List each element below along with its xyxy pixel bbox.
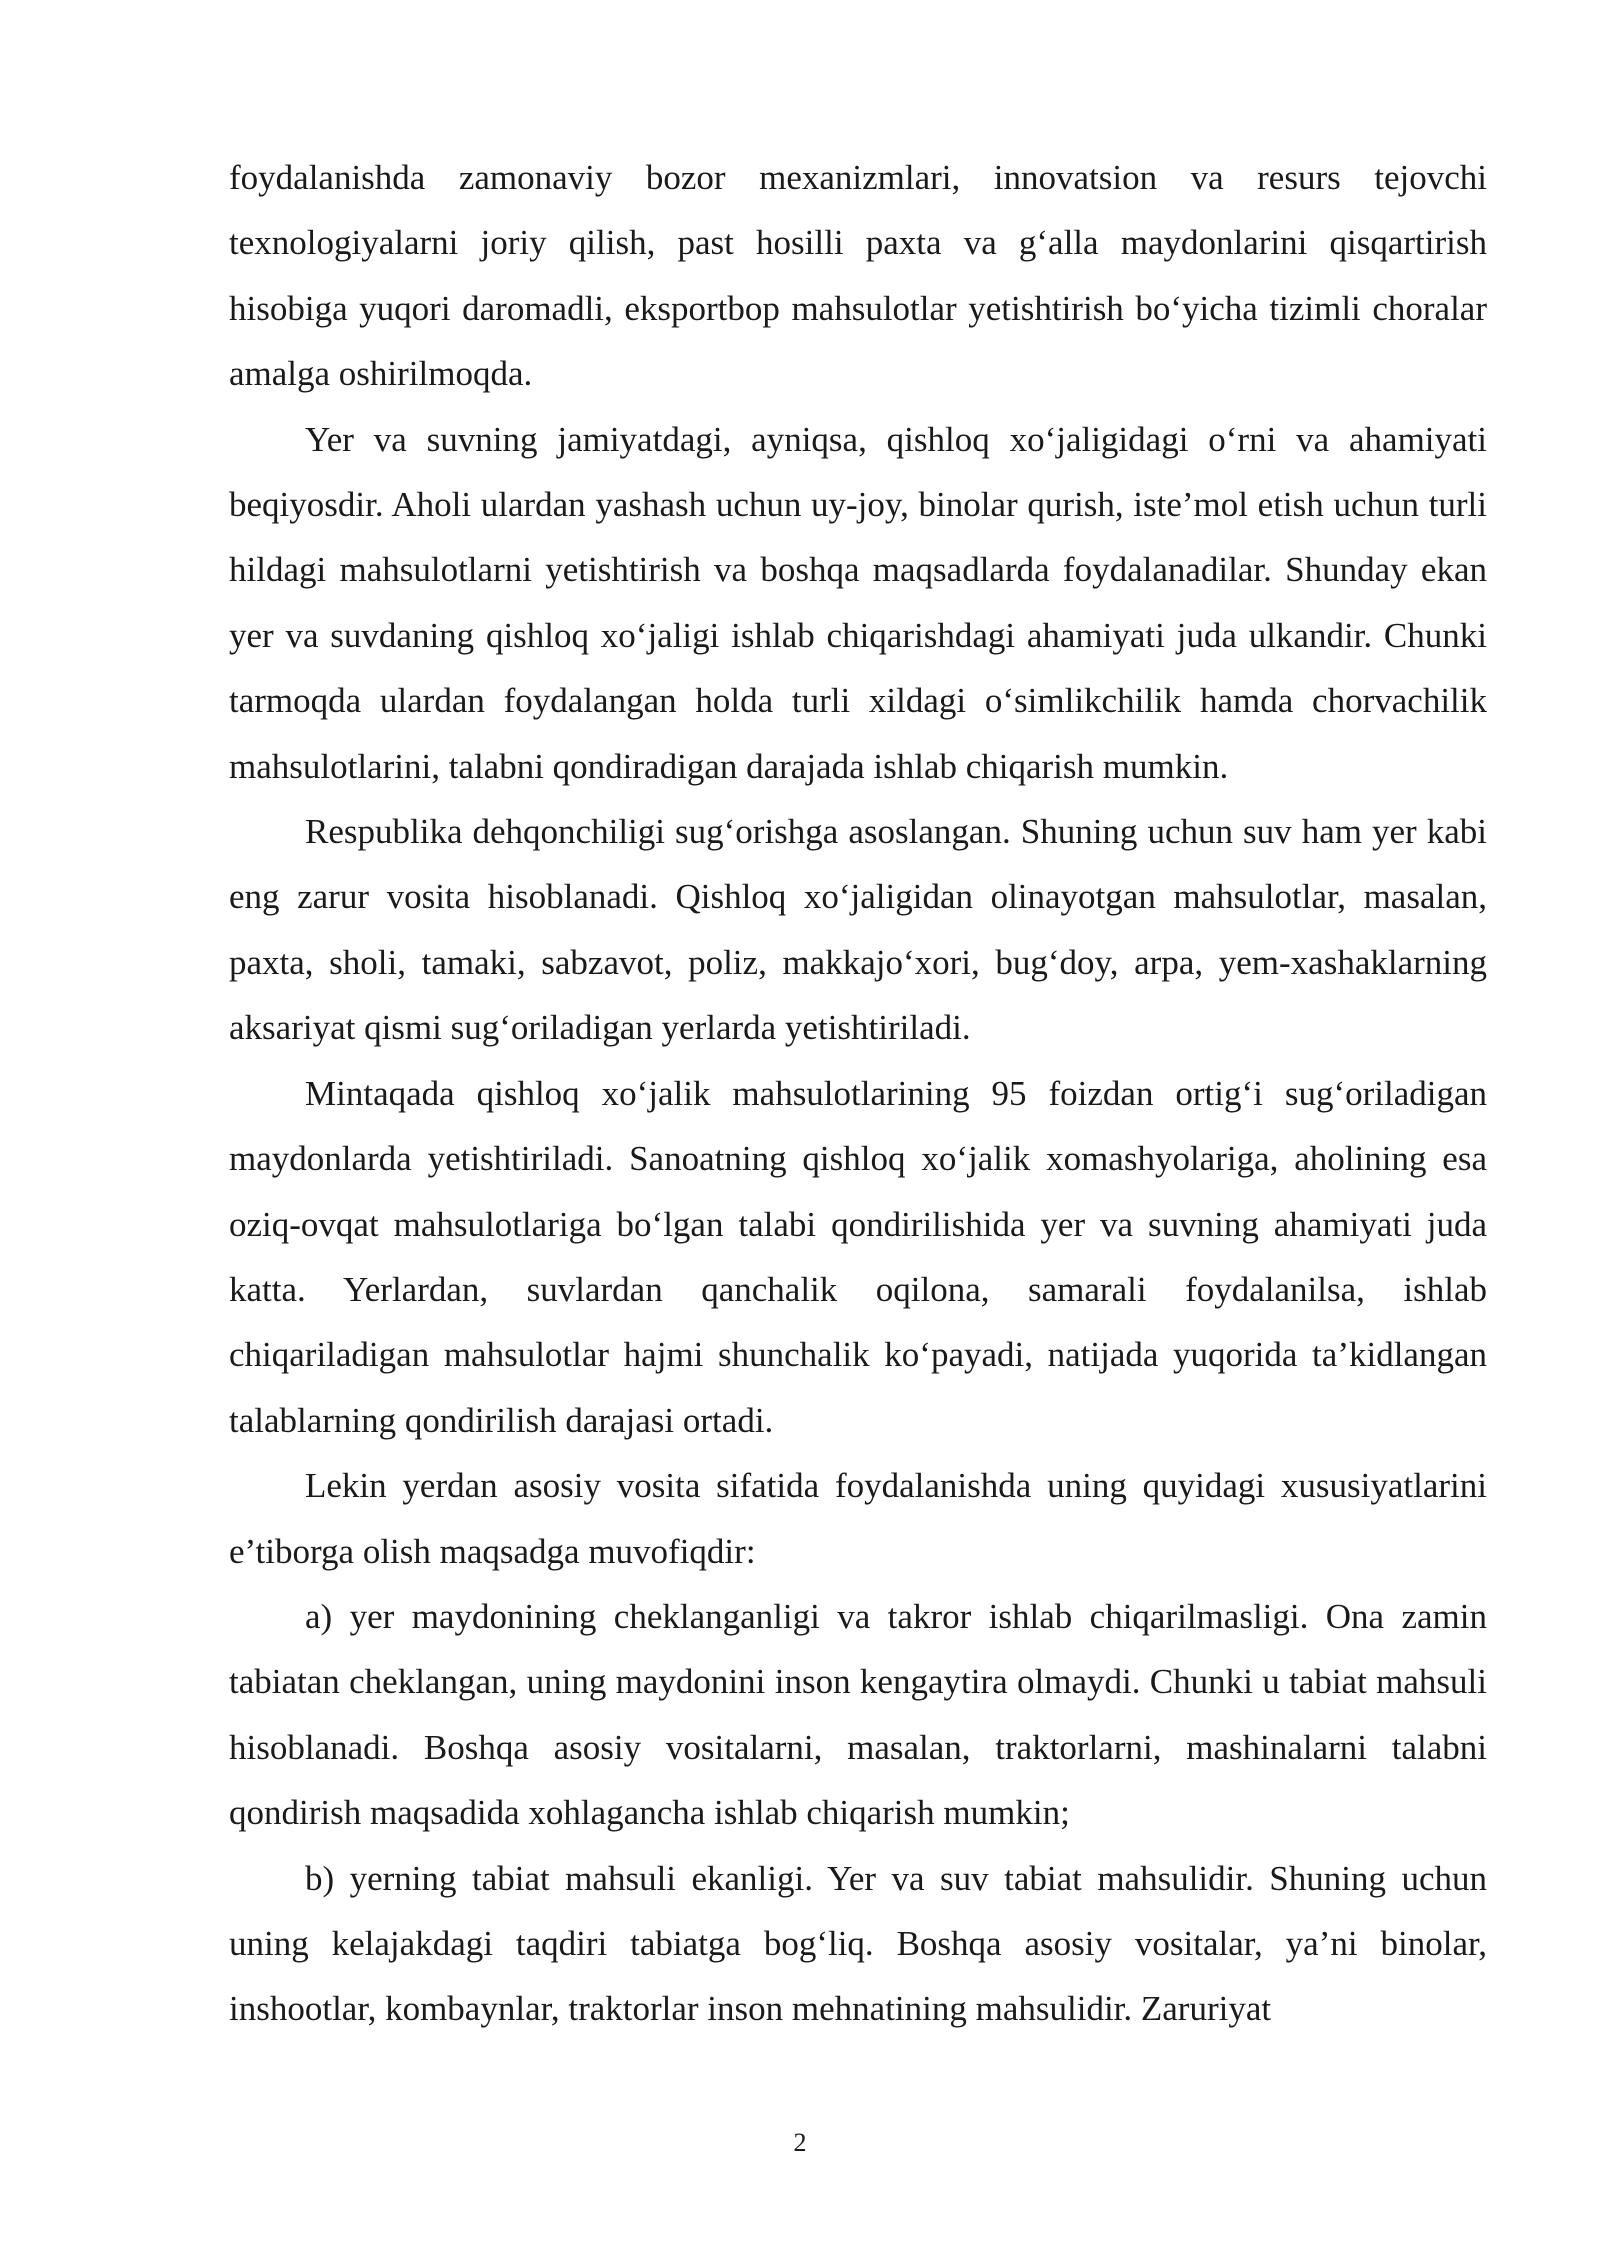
page-number: 2 xyxy=(793,2128,807,2157)
paragraph-7-list-item-b: b) yerning tabiat mahsuli ekanligi. Yer va suv tabiat mahsulidir. Shuning uchun uning kelajakdagi taqdiri tabiatga bog‘liq. Boshqa asosiy vositalar, ya’ni binolar, inshootlar, kombaynlar, traktorlar inson mehnatining mahsulidir. Zaruriyat xyxy=(229,1858,1487,2029)
paragraph-2: Yer va suvning jamiyatdagi, ayniqsa, qishloq xo‘jaligidagi o‘rni va ahamiyati beqiyosdir. Aholi ulardan yashash uchun uy-joy, binolar qurish, iste’mol etish uchun turli hildagi mahsulotlarni yetishtirish va boshqa maqsadlarda foydalanadilar. Shunday ekan yer va suvdaning qishloq xo‘jaligi ishlab chiqarishdagi ahamiyati juda ulkandir. Chunki tarmoqda ulardan foydalangan holda turli xildagi o‘simlikchilik hamda chorvachilik mahsulotlarini, talabni qondiradigan darajada ishlab chiqarish mumkin. xyxy=(229,419,1487,786)
paragraph-4: Mintaqada qishloq xo‘jalik mahsulotlarining 95 foizdan ortig‘i sug‘oriladigan maydonlarda yetishtiriladi. Sanoatning qishloq xo‘jalik xomashyolariga, aholining esa oziq-ovqat mahsulotlariga bo‘lgan talabi qondirilishida yer va suvning ahamiyati juda katta. Yerlardan, suvlardan qanchalik oqilona, samarali foydalanilsa, ishlab chiqariladigan mahsulotlar hajmi shunchalik ko‘payadi, natijada yuqorida ta’kidlangan talablarning qondirilish darajasi ortadi. xyxy=(229,1073,1487,1440)
paragraph-1: foydalanishda zamonaviy bozor mexanizmlari, innovatsion va resurs tejovchi texnologiyalarni joriy qilish, past hosilli paxta va g‘alla maydonlarini qisqartirish hisobiga yuqori daromadli, eksportbop mahsulotlar yetishtirish bo‘yicha tizimli choralar amalga oshirilmoqda. xyxy=(229,158,1487,394)
body-text xyxy=(229,145,1487,2042)
paragraph-6-list-item-a: a) yer maydonining cheklanganligi va takror ishlab chiqarilmasligi. Ona zamin tabiatan cheklangan, uning maydonini inson kengaytira olmaydi. Chunki u tabiat mahsuli hisoblanadi. Boshqa asosiy vositalarni, masalan, traktorlarni, mashinalarni talabni qondirish maqsadida xohlagancha ishlab chiqarish mumkin; xyxy=(229,1596,1487,1833)
paragraph-5: Lekin yerdan asosiy vosita sifatida foydalanishda uning quyidagi xususiyatlarini e’tiborga olish maqsadga muvofiqdir: xyxy=(229,1466,1487,1571)
paragraph-3: Respublika dehqonchiligi sug‘orishga asoslangan. Shuning uchun suv ham yer kabi eng zarur vosita hisoblanadi. Qishloq xo‘jaligidan olinayotgan mahsulotlar, masalan, paxta, sholi, tamaki, sabzavot, poliz, makkajo‘xori, bug‘doy, arpa, yem-xashaklarning aksariyat qismi sug‘oriladigan yerlarda yetishtiriladi. xyxy=(229,812,1487,1048)
